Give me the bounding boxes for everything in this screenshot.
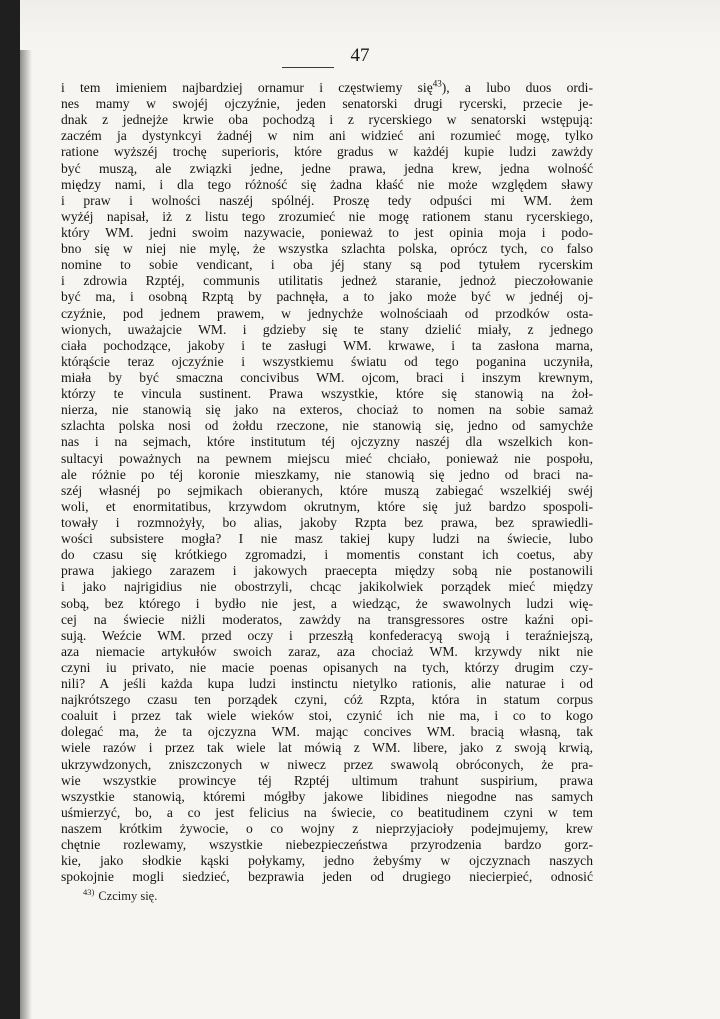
text-line <box>61 483 593 499</box>
text-line-content: wiele razów i przez tak wiele lat mówią z WM. libere, jako z swoją krwią, <box>61 740 593 756</box>
text-line <box>61 837 593 853</box>
text-line <box>61 289 593 305</box>
text-line-content: nili? A jeśli każda kupa ludzi instinctu nietylko rationis, alie naturae i od <box>61 676 593 692</box>
text-line-content: ukrzywdzonych, zniszczonych w niwecz przez swawolą obróconych, że pra- <box>61 756 593 772</box>
footnote-reference: 43 <box>432 78 442 89</box>
text-line <box>61 676 593 692</box>
text-line-content: wości subsistere mogła? I nie masz takiej kupy ludzi na świecie, lubo <box>61 531 593 547</box>
text-line <box>61 112 593 128</box>
footnote-text: Czcimy się. <box>98 889 158 903</box>
text-line <box>61 225 593 241</box>
text-line-content: bno się w niej nie mylę, że wszystka szlachta polska, oprócz tych, co falso <box>61 241 593 257</box>
text-line <box>61 306 593 322</box>
text-line <box>61 467 593 483</box>
text-line-content: i zdrowia Rzptéj, communis utilitatis jedneż staranie, jednoż pieczołowanie <box>61 273 593 289</box>
text-line <box>61 563 593 579</box>
text-line <box>61 499 593 515</box>
text-line-content: który WM. jedni swoim nazywacie, ponieważ to jest opinia moja i podo- <box>61 224 593 240</box>
text-line-content: nes mamy w swojéj ojczyźnie, jeden senatorski drugi rycerski, przecie je- <box>61 96 593 112</box>
text-line-content: ratione wyższéj trochę superioris, które gradus w każdéj kupie ludzi zawżdy <box>61 144 593 160</box>
text-line <box>61 434 593 450</box>
text-line <box>61 96 593 112</box>
text-line-content: być ma, i osobną Rzptą by pachnęła, a to jako może być w jednéj oj- <box>61 289 593 305</box>
text-line-content: széj własnéj po sejmikach obieranych, które muszą zabiegać wszelkiéj swéj <box>61 482 593 498</box>
text-line-content: prawa jakiego zarazem i jakowych praecepta między sobą nie postanowili <box>61 563 593 579</box>
text-line <box>61 273 593 289</box>
scan-binding-edge <box>0 0 20 1019</box>
text-line-content: sobą, bez którego i bydło nie jest, a wiedząc, że swawolnych ludzi wię- <box>61 595 593 611</box>
text-line <box>61 757 593 773</box>
text-line <box>61 853 593 869</box>
text-line-content: szlachta polska nosi od żołdu rzeczone, nie stanowią się, jedno od samychże <box>61 418 593 434</box>
text-line-content: miała by być smaczna concivibus WM. ojcom, braci i inszym krewnym, <box>61 369 593 385</box>
text-line <box>61 451 593 467</box>
text-line <box>61 209 593 225</box>
text-line <box>61 547 593 563</box>
text-line <box>61 708 593 724</box>
footnote <box>83 888 157 904</box>
text-line <box>61 692 593 708</box>
text-line-content: kie, jako słodkie kąski połykamy, jedno żebyśmy w ojczyznach naszych <box>61 853 593 869</box>
text-line <box>61 628 593 644</box>
text-line <box>61 644 593 660</box>
text-line-content: dnak z jednejże krwie oba pochodzą i z rycerskiego w senatorski wstępują: <box>61 112 593 128</box>
text-line-content: ale różnie po téj koronie mieszkamy, nie stanowią się jedno od braci na- <box>61 466 593 482</box>
text-line <box>61 386 593 402</box>
body-text <box>61 80 593 885</box>
text-line-content: dolegać ma, że ta ojczyzna WM. mając concives WM. bracią własną, tak <box>61 724 593 740</box>
text-line-content: towały i rozmnożyły, bo alias, jakoby Rzpta bez prawa, bez sprawiedli- <box>61 514 593 530</box>
text-line <box>61 128 593 144</box>
text-line-content: wie wszystkie prowincye téj Rzptéj ultimum trahunt suspirium, prawa <box>61 772 593 788</box>
text-line-content: spokojnie mogli siedzieć, bezprawia jeden od drugiego niecierpieć, odnosić <box>61 869 593 885</box>
text-line-content: którzy te vincula sustinent. Prawa wszystkie, które się stanowią na żoł- <box>61 386 593 402</box>
text-line <box>61 241 593 257</box>
page-top-margin <box>20 0 720 50</box>
text-line <box>61 821 593 837</box>
text-line <box>61 869 593 885</box>
text-line <box>61 418 593 434</box>
text-line-content: woli, et enormitatibus, krzywdom okrutnym, które się już bardzo spospoli- <box>61 498 593 514</box>
scan-edge-shadow <box>20 0 32 1019</box>
text-line-content: być muszą, ale związki jedne, jedne prawa, jedna krew, jedna wolność <box>61 160 593 176</box>
text-line-content: do czasu się krótkiego zgromadzi, i momentis constant ich coetus, aby <box>61 547 593 563</box>
text-line <box>61 338 593 354</box>
text-line <box>61 531 593 547</box>
text-line <box>61 257 593 273</box>
text-line-content: nas i na sejmach, które institutum téj ojczyzny naszéj dla wszelkich kon- <box>61 434 593 450</box>
page-number-rule <box>282 67 334 68</box>
text-line <box>61 322 593 338</box>
text-line-content: nierza, nie stanowią się jako na exteros, chociaż to nomen na sobie samaż <box>61 402 593 418</box>
text-line <box>61 596 593 612</box>
text-line-content: i tem imieniem najbardziej ornamur i częstwiemy się <box>61 80 433 95</box>
text-line <box>61 144 593 160</box>
text-line <box>61 724 593 740</box>
text-line <box>61 515 593 531</box>
text-line-content: uśmierzyć, bo, a co jest felicius na świecie, co beatitudinem czyni w tem <box>61 804 593 820</box>
text-line <box>61 354 593 370</box>
text-line-content: ciała pochodzące, jakoby i te zasługi WM. krwawe, i ta zasłona marna, <box>61 337 593 353</box>
text-line-content: wyżéj napisał, iż z listu tego zrozumieć nie mogę rationem stanu rycerskiego, <box>61 208 593 224</box>
text-line-content: wszystkie stanowią, któremi mógłby jakowe libidines niegodne nas samych <box>61 788 593 804</box>
text-line-content: między nami, i dla tego różność się żadna kłaść nie może względem sławy <box>61 176 593 192</box>
text-line-content: coaluit i przez tak wiele wieków stoi, czynić ich nie ma, i co to kogo <box>61 708 593 724</box>
text-line-content: czyni iu privato, nie macie poenas opisanych na tych, którzy drugim czy- <box>61 659 593 675</box>
text-line <box>61 370 593 386</box>
text-line-content: nomine to sobie vendicant, i oba jéj stany są pod tytułem rycerskim <box>61 257 593 273</box>
text-line-content: i praw i wolności naszéj spólnéj. Proszę tedy odpuści mi WM. żem <box>61 192 593 208</box>
text-line <box>61 177 593 193</box>
text-line <box>61 660 593 676</box>
text-line-content: naszem krótkim żywocie, o co wojny z nieprzyjacioły podejmujemy, krew <box>61 821 593 837</box>
text-line <box>61 789 593 805</box>
text-line <box>61 773 593 789</box>
text-line-content: i jako najrigidius nie obostrzyli, chcąc jakikolwiek porządek mieć między <box>61 579 593 595</box>
text-line-content: cej na świecie niżli moderatos, zawżdy na transgressores ostre kaźni opi- <box>61 611 593 627</box>
text-line <box>61 80 593 96</box>
text-line-content: sują. Weźcie WM. przed oczy i przeszłą konfederacyą swoją i teraźniejszą, <box>61 627 593 643</box>
text-line-content: najkrótszego czasu ten porządek czyni, cóż Rzpta, która in statum corpus <box>61 692 593 708</box>
text-line-content: aza niemacie artykułów swoich zaraz, aza chociaż WM. krzywdy nikt nie <box>61 643 593 659</box>
text-line-content: chętnie rozlewamy, wszystkie niebezpieczeństwa przyrodzenia bardzo gorz- <box>61 837 593 853</box>
text-line <box>61 740 593 756</box>
text-line-content: sultacyi poważnych na pewnem miejscu mieć chciało, ponieważ nie pospołu, <box>61 450 593 466</box>
text-line-content: zaczém ja dystynkcyi żadnéj w nim ani widzieć ani rozumieć mogę, tylko <box>61 128 593 144</box>
text-line-content: czyźnie, pod jednem prawem, w jednychże wolnościaah od przodków osta- <box>61 305 593 321</box>
text-line-content: którąście teraz ojczyźnie i wszystkiemu światu od tego poganina uczyniła, <box>61 353 593 369</box>
footnote-mark: 43) <box>83 886 95 897</box>
text-line <box>61 579 593 595</box>
text-line <box>61 612 593 628</box>
text-line <box>61 193 593 209</box>
text-line-content: ), a lubo duos ordi- <box>441 80 593 95</box>
text-line <box>61 805 593 821</box>
text-line <box>61 161 593 177</box>
text-line <box>61 402 593 418</box>
text-line-content: wionych, uważajcie WM. i gdzieby się te stany dzielić miały, z jednego <box>61 321 593 337</box>
page-number: 47 <box>350 45 370 66</box>
